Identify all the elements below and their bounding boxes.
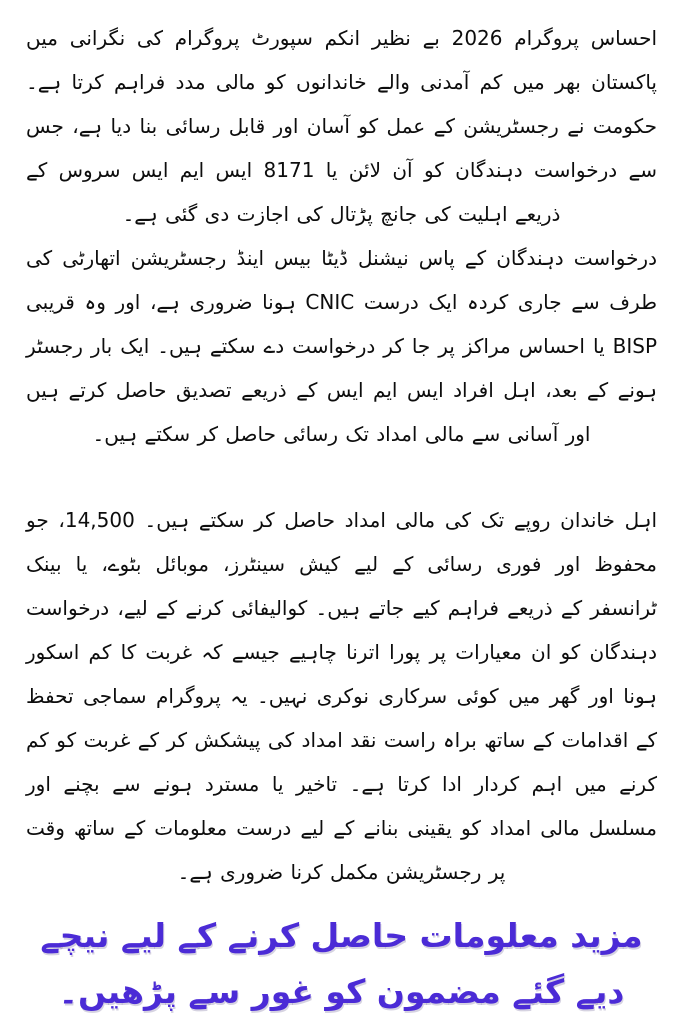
paragraph-aid-amount-eligibility: اہل خاندان روپے تک کی مالی امداد حاصل کر سکتے ہیں۔ 14,500، جو محفوظ اور فوری رسائی کے لیے کیش سینٹرز، موبائل بٹوے، یا بینک ٹرانسفر کے ذریعے فراہم کیے جاتے ہیں۔ کوالیفائی کرنے کے لیے، درخواست دہندگان کو ان معیارات پر پورا اترنا چاہیے جیسے کہ غربت کا کم اسکور ہونا اور گھر میں کوئی سرکاری نوکری نہیں۔ یہ پروگرام سماجی تحفظ کے اقدامات کے ساتھ براہ راست نقد امداد کی پیشکش کر کے غربت کو کم کرنے میں اہم کردار ادا کرتا ہے۔ تاخیر یا مسترد ہونے سے بچنے اور مسلسل مالی امداد کو یقینی بنانے کے لیے درست معلومات کے ساتھ وقت پر رجسٹریشن مکمل کرنا ضروری ہے۔: [26, 508, 657, 884]
footer-call-to-action: مزید معلومات حاصل کرنے کے لیے نیچے دیے گئے مضمون کو غور سے پڑھیں۔: [40, 916, 643, 1011]
paragraph-program-overview: احساس پروگرام 2026 بے نظیر انکم سپورٹ پروگرام کی نگرانی میں پاکستان بھر میں کم آمدنی والے خاندانوں کو مالی مدد فراہم کرتا ہے۔ حکومت نے رجسٹریشن کے عمل کو آسان اور قابل رسائی بنا دیا ہے، جس سے درخواست دہندگان کو آن لائن یا 8171 ایس ایم ایس سروس کے ذریعے اہلیت کی جانچ پڑتال کی اجازت دی گئی ہے۔: [26, 26, 657, 226]
paragraph-cnic-registration: درخواست دہندگان کے پاس نیشنل ڈیٹا بیس اینڈ رجسٹریشن اتھارٹی کی طرف سے جاری کردہ ایک درست CNIC ہونا ضروری ہے، اور وہ قریبی BISP یا احساس مراکز پر جا کر درخواست دے سکتے ہیں۔ ایک بار رجسٹر ہونے کے بعد، اہل افراد ایس ایم ایس کے ذریعے تصدیق حاصل کرتے ہیں اور آسانی سے مالی امداد تک رسائی حاصل کر سکتے ہیں۔: [26, 246, 657, 446]
